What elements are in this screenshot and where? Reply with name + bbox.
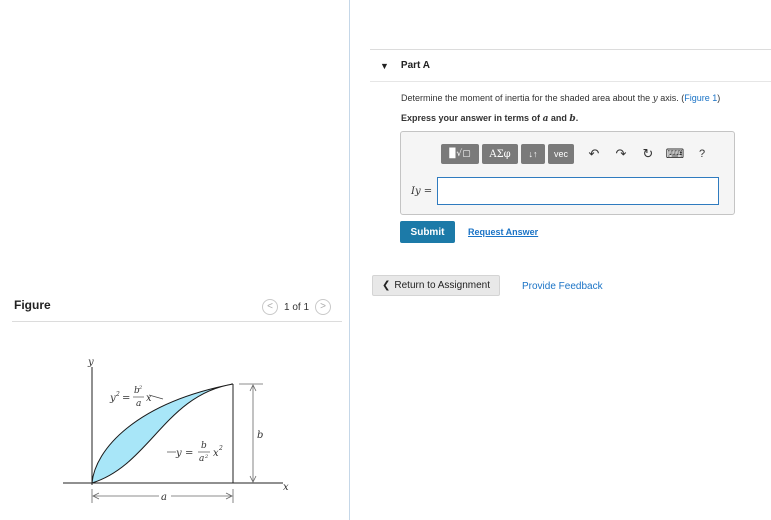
math-toolbar (441, 144, 712, 164)
svg-text:b: b (201, 441, 207, 451)
return-label: Return to Assignment (394, 280, 490, 291)
answer-input[interactable] (437, 177, 719, 205)
keyboard-icon[interactable]: ⌨ (665, 146, 685, 161)
help-icon[interactable]: ? (698, 148, 706, 160)
svg-text:b: b (134, 386, 140, 396)
greek-symbols-button[interactable]: ΑΣφ (482, 144, 518, 164)
svg-text:a: a (136, 399, 142, 409)
answer-box (400, 131, 735, 215)
equation-lower-curve (175, 441, 223, 464)
svg-text:a: a (199, 454, 205, 464)
answer-label: Iy = (411, 186, 433, 197)
part-title: Part A (400, 60, 431, 71)
pane-divider (349, 0, 350, 520)
undo-icon[interactable]: ↶ (588, 146, 600, 161)
figure-pane (0, 0, 349, 520)
svg-text:2: 2 (116, 391, 120, 398)
chevron-left-icon: < (267, 301, 273, 312)
svg-text:y: y (110, 393, 116, 404)
instruction-text: Express your answer in terms of a and b. (401, 113, 579, 124)
figure-divider (12, 321, 342, 322)
figure-pager (262, 299, 331, 315)
collapse-caret-icon[interactable]: ▼ (380, 60, 389, 71)
svg-text:x: x (146, 393, 152, 404)
redo-icon[interactable]: ↷ (615, 146, 627, 161)
templates-button[interactable]: ▉√▢ (441, 144, 479, 164)
figure-link[interactable]: Figure 1 (684, 93, 718, 103)
submit-button[interactable]: Submit (400, 221, 455, 243)
svg-text:=: = (185, 448, 194, 459)
svg-text:y: y (176, 448, 182, 459)
question-text: Determine the moment of inertia for the shaded area about the y axis. (Figure 1) (401, 93, 721, 104)
reset-icon[interactable]: ↻ (642, 146, 654, 161)
request-answer-link[interactable]: Request Answer (468, 227, 539, 237)
figure-page-count: 1 of 1 (284, 301, 310, 313)
prev-figure-button[interactable] (262, 299, 278, 315)
part-a-header[interactable] (370, 49, 771, 82)
vector-button[interactable]: vec (548, 144, 574, 164)
y-axis-label: y (88, 357, 94, 368)
equation-upper-curve (109, 385, 152, 409)
x-axis-label: x (283, 482, 289, 493)
figure-title: Figure (14, 298, 51, 312)
return-to-assignment-button[interactable] (372, 275, 500, 296)
svg-text:x: x (213, 448, 219, 459)
label-b: b (257, 430, 264, 441)
next-figure-button[interactable] (315, 299, 331, 315)
svg-text:2: 2 (205, 454, 209, 460)
svg-text:=: = (122, 393, 131, 404)
chevron-right-icon: > (320, 301, 326, 312)
svg-text:2: 2 (139, 385, 143, 391)
figure-diagram (55, 355, 305, 515)
chevron-left-icon: ❮ (382, 280, 391, 291)
subscript-superscript-button[interactable]: ↓↑ (521, 144, 545, 164)
svg-text:2: 2 (219, 445, 223, 452)
label-a: a (161, 492, 167, 503)
provide-feedback-link[interactable]: Provide Feedback (522, 281, 603, 292)
